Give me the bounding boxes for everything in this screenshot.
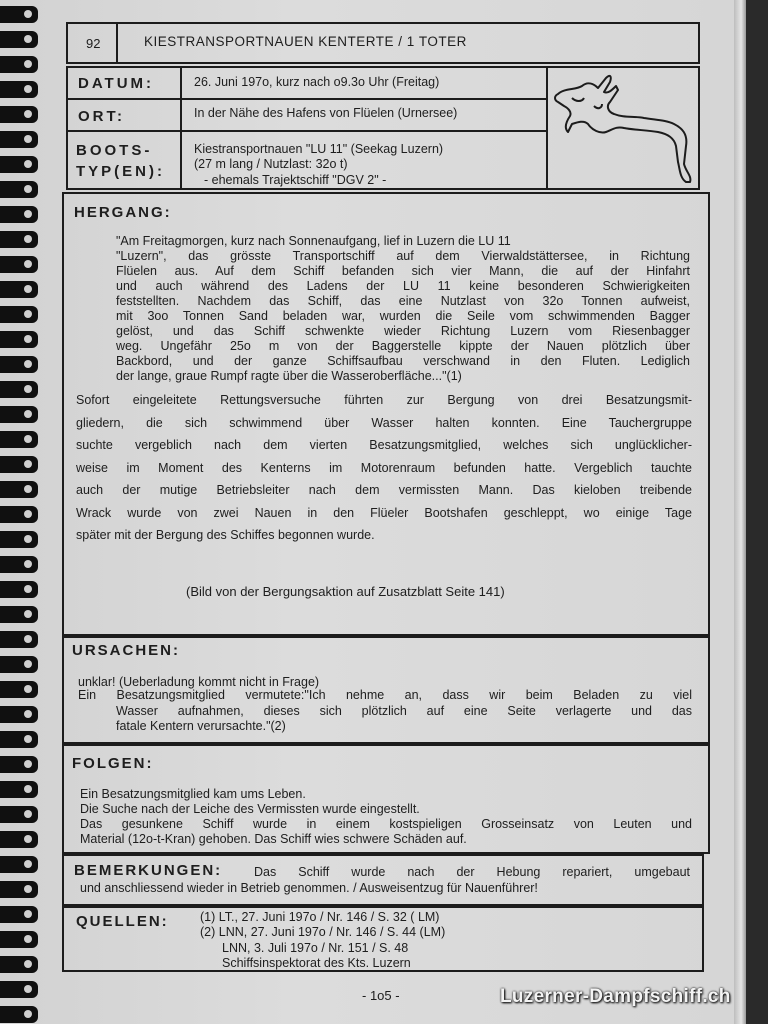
binding-ring bbox=[0, 556, 38, 573]
ursachen-line-1: unklar! (Ueberladung kommt nicht in Frage) bbox=[78, 675, 320, 689]
folgen-line: Ein Besatzungsmitglied kam ums Leben. bbox=[80, 787, 306, 801]
footer-page-number: - 1o5 - bbox=[362, 988, 400, 1003]
page-stack-edge bbox=[734, 0, 746, 1024]
binding-ring bbox=[0, 81, 38, 98]
quellen-line-2: (2) LNN, 27. Juni 197o / Nr. 146 / S. 44 (LM) bbox=[200, 925, 446, 939]
facts-row-line-2 bbox=[66, 130, 547, 132]
spiral-binding bbox=[0, 0, 40, 1024]
quote-line: feststellten. Nachdem das Schiff, das eine Nutzlast von 32o Tonnen aufweist, bbox=[116, 294, 690, 308]
ort-label: ORT: bbox=[78, 108, 125, 125]
header-divider bbox=[116, 22, 118, 64]
bemerkungen-line-1-wrap bbox=[254, 865, 690, 880]
binding-ring bbox=[0, 31, 38, 48]
hergang-quote bbox=[116, 234, 690, 384]
page-number-label: 92 bbox=[86, 36, 101, 51]
bootstyp-label-line1: BOOTS- bbox=[76, 142, 153, 159]
body-line: Sofort eingeleitete Rettungsversuche führten zur Bergung von drei Besatzungsmit- bbox=[76, 393, 692, 407]
binding-ring bbox=[0, 606, 38, 623]
quellen-line-4: Schiffsinspektorat des Kts. Luzern bbox=[222, 956, 411, 970]
bemerkungen-line-1: Das Schiff wurde nach der Hebung repariert, umgebaut bbox=[254, 865, 690, 879]
bemerkungen-line-2: und anschliessend wieder in Betrieb genommen. / Ausweisentzug für Nauenführer! bbox=[80, 881, 538, 895]
bootstyp-label-line2: TYP(EN): bbox=[76, 163, 165, 180]
binding-ring bbox=[0, 256, 38, 273]
binding-ring bbox=[0, 331, 38, 348]
facts-label-divider bbox=[180, 66, 182, 190]
binding-ring bbox=[0, 131, 38, 148]
ursachen-label: URSACHEN: bbox=[72, 642, 180, 659]
binding-ring bbox=[0, 431, 38, 448]
quote-line: Backbord, und der ganze Schiffsaufbau verschwand in den Fluten. Lediglich bbox=[116, 354, 690, 368]
hergang-label: HERGANG: bbox=[74, 204, 172, 221]
binding-ring bbox=[0, 781, 38, 798]
binding-ring bbox=[0, 531, 38, 548]
binding-ring bbox=[0, 206, 38, 223]
binding-ring bbox=[0, 806, 38, 823]
folgen-label: FOLGEN: bbox=[72, 755, 154, 772]
binding-ring bbox=[0, 156, 38, 173]
bootstyp-line-1: Kiestransportnauen "LU 11" (Seekag Luzern) bbox=[194, 142, 444, 156]
binding-ring bbox=[0, 956, 38, 973]
ursachen-line-4: fatale Kentern verursachte."(2) bbox=[116, 719, 286, 733]
binding-ring bbox=[0, 931, 38, 948]
quote-line: mit 3oo Tonnen Sand beladen war, wurden die Seile vom schwimmenden Bagger bbox=[116, 309, 690, 323]
binding-ring bbox=[0, 831, 38, 848]
quellen-label: QUELLEN: bbox=[76, 913, 169, 930]
quellen-line-1: (1) LT., 27. Juni 197o / Nr. 146 / S. 32 ( LM) bbox=[200, 910, 440, 924]
binding-ring bbox=[0, 1006, 38, 1023]
quellen-line-3: LNN, 3. Juli 197o / Nr. 151 / S. 48 bbox=[222, 941, 409, 955]
binding-ring bbox=[0, 231, 38, 248]
binding-ring bbox=[0, 981, 38, 998]
datum-value: 26. Juni 197o, kurz nach o9.3o Uhr (Freitag) bbox=[194, 75, 440, 89]
binding-ring bbox=[0, 56, 38, 73]
binding-ring bbox=[0, 381, 38, 398]
body-line: weise im Moment des Kenterns im Motorenraum befunden hatte. Vergeblich tauchte bbox=[76, 460, 692, 475]
bootstyp-line-2: (27 m lang / Nutzlast: 32o t) bbox=[194, 157, 348, 171]
binding-ring bbox=[0, 506, 38, 523]
folgen-line: Das gesunkene Schiff wurde in einem kostspieligen Grosseinsatz von Leuten und bbox=[80, 817, 692, 831]
quote-line: "Am Freitagmorgen, kurz nach Sonnenaufgang, lief in Luzern die LU 11 bbox=[116, 234, 511, 248]
folgen-line: Die Suche nach der Leiche des Vermissten wurde eingestellt. bbox=[80, 802, 420, 816]
quote-line: weg. Ungefähr 25o m von der Baggerstelle kippte der Nauen plötzlich über bbox=[116, 339, 690, 353]
binding-ring bbox=[0, 106, 38, 123]
binding-ring bbox=[0, 356, 38, 373]
binding-ring bbox=[0, 281, 38, 298]
quote-line: der lange, graue Rumpf ragte über die Wasseroberfläche..."(1) bbox=[116, 369, 462, 383]
lake-outline bbox=[555, 76, 690, 182]
ursachen-statement-cont bbox=[116, 704, 692, 734]
facts-row-line-1 bbox=[66, 98, 547, 100]
binding-ring bbox=[0, 656, 38, 673]
body-line: auch der mutige Betriebsleiter nach dem vermissten Mann. Das kieloben treibende bbox=[76, 483, 692, 497]
binding-ring bbox=[0, 631, 38, 648]
ursachen-statement bbox=[78, 688, 692, 703]
binding-ring bbox=[0, 881, 38, 898]
folgen-line: Material (12o-t-Kran) gehoben. Das Schiff wies schwere Schäden auf. bbox=[80, 832, 467, 846]
quote-line: gelöst, und das Schiff schwenkte wieder Richtung Luzern vom Riesenbagger bbox=[116, 324, 690, 338]
binding-ring bbox=[0, 181, 38, 198]
report-title: KIESTRANSPORTNAUEN KENTERTE / 1 TOTER bbox=[144, 34, 467, 49]
binding-ring bbox=[0, 731, 38, 748]
binding-ring bbox=[0, 906, 38, 923]
binding-ring bbox=[0, 681, 38, 698]
quote-line: Flüelen aus. Auf dem Schiff befanden sich vier Mann, die auf der Hinfahrt bbox=[116, 264, 690, 278]
lake-map bbox=[548, 68, 698, 188]
binding-ring bbox=[0, 456, 38, 473]
binding-ring bbox=[0, 6, 38, 23]
ursachen-line-2: Ein Besatzungsmitglied vermutete:"Ich nehme an, dass wir beim Beladen zu viel bbox=[78, 688, 692, 702]
body-line: gliedern, die sich schwimmend über Wasser halten konnten. Eine Tauchergruppe bbox=[76, 415, 692, 430]
body-line: Wrack wurde von zwei Nauen in den Flüeler Bootshafen geschleppt, wo einige Tage bbox=[76, 505, 692, 520]
bemerkungen-label: BEMERKUNGEN: bbox=[74, 862, 223, 879]
body-line: später mit der Bergung des Schiffes begonnen wurde. bbox=[76, 528, 375, 542]
ursachen-line-3: Wasser aufnahmen, dieses sich plötzlich auf eine Seite verlagerte und das bbox=[116, 704, 692, 718]
body-line: suchte vergeblich nach dem vierten Besatzungsmitglied, welches sich unglücklicher- bbox=[76, 438, 692, 452]
binding-ring bbox=[0, 581, 38, 598]
hergang-body bbox=[76, 389, 692, 547]
binding-ring bbox=[0, 481, 38, 498]
binding-ring bbox=[0, 856, 38, 873]
datum-label: DATUM: bbox=[78, 75, 155, 92]
quote-line: und auch während des Ladens der LU 11 keine besonderen Schwierigkeiten bbox=[116, 279, 690, 293]
binding-ring bbox=[0, 306, 38, 323]
quote-line: "Luzern", das grösste Transportschiff auf dem Vierwaldstättersee, in Richtung bbox=[116, 249, 690, 263]
ort-value: In der Nähe des Hafens von Flüelen (Urnersee) bbox=[194, 106, 458, 120]
binding-ring bbox=[0, 406, 38, 423]
binding-ring bbox=[0, 706, 38, 723]
bootstyp-line-3: - ehemals Trajektschiff "DGV 2" - bbox=[204, 173, 387, 187]
hergang-image-note: (Bild von der Bergungsaktion auf Zusatzblatt Seite 141) bbox=[186, 584, 505, 599]
folgen-lines bbox=[80, 787, 692, 847]
binding-ring bbox=[0, 756, 38, 773]
site-watermark: Luzerner-Dampfschiff.ch bbox=[500, 986, 731, 1007]
